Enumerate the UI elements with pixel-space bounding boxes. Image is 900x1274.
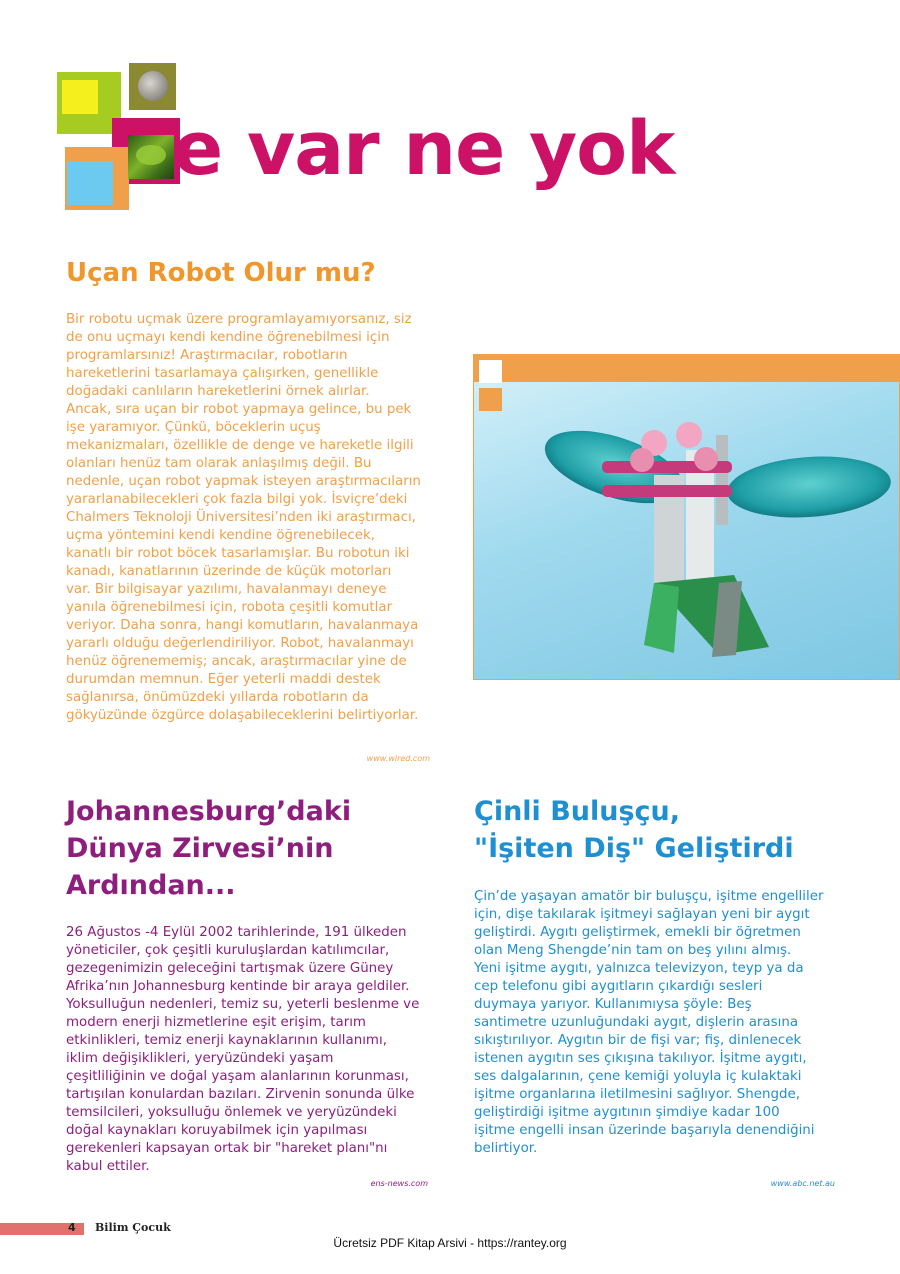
article1-line: kanadı, kanatlarının üzerinde de küçük motorları — [66, 564, 392, 579]
article1-line: Chalmers Teknoloji Üniversitesi’nden iki araştırmacı, — [66, 510, 416, 525]
article3-line: işitme engelli insan üzerinde başarıyla denendiğini — [474, 1123, 815, 1138]
article1-line: veriyor. Daha sonra, hangi komutların, havalanmaya — [66, 618, 419, 633]
page-title — [110, 106, 675, 192]
article3-line: olan Meng Shengde’nin tam on beş yılını almış. — [474, 943, 792, 958]
page-title-text: e var ne yok — [173, 106, 675, 192]
article2-line: 26 Ağustos -4 Eylül 2002 tarihlerinde, 191 ülkeden — [66, 925, 407, 940]
article1-line: kanatlı bir robot böcek tasarlamışlar. Bu robotun iki — [66, 546, 410, 561]
article2-heading-line: Johannesburg’daki — [66, 796, 352, 827]
article2-line: Afrika’nın Johannesburg kentinde bir araya geldiler. — [66, 979, 410, 994]
article1-line: yararlanabilecekleri çok fazla bilgi yok. İsviçre’deki — [66, 492, 408, 507]
article1-line: henüz öğrenememiş; ancak, araştırmacılar yine de — [66, 654, 407, 669]
article2-body — [66, 924, 466, 1176]
article2-line: kabul ettiler. — [66, 1159, 150, 1174]
article3-line: Çin’de yaşayan amatör bir buluşçu, işitme engelliler — [474, 889, 824, 904]
article2-line: Yoksulluğun nedenleri, temiz su, yeterli beslenme ve — [66, 997, 420, 1012]
archive-note: Ücretsiz PDF Kitap Arsivi - https://rantey.org — [333, 1236, 567, 1250]
article2-line: temsilcileri, yoksulluğu önlemek ve yeryüzündeki — [66, 1105, 397, 1120]
article3-line: istenen aygıtın ses çıkışına takılıyor. İşitme aygıtı, — [474, 1051, 807, 1066]
article1-line: mekanizmaları, özellikle de denge ve hareketle ilgili — [66, 438, 414, 453]
article1-line: Bir robotu uçmak üzere programlayamıyorsanız, siz — [66, 312, 412, 327]
article2-line: modern enerji hizmetlerine eşit erişim, tarım — [66, 1015, 366, 1030]
article3-source: www.abc.net.au — [770, 1179, 835, 1188]
article3-line: cep telefonu gibi aygıtların çıkardığı sesleri — [474, 979, 763, 994]
page-number: 4 — [68, 1221, 76, 1234]
article1-line: var. Bir bilgisayar yazılımı, havalanmayı deneye — [66, 582, 387, 597]
magazine-name: Bilim Çocuk — [95, 1221, 171, 1234]
article3-heading-line: Çinli Buluşçu, — [474, 796, 681, 827]
article3-line: geliştirdi. Aygıtı geliştirmek, emekli bir öğretmen — [474, 925, 801, 940]
article1-line: yanıla öğrenebilmesi için, robota çeşitli komutlar — [66, 600, 393, 615]
article1-line: uçma yöntemini kendi kendine öğrenebilecek, — [66, 528, 376, 543]
article3-body — [474, 888, 884, 1158]
article2-line: etkinlikleri, temiz enerji kaynaklarının kullanımı, — [66, 1033, 387, 1048]
article1-line: işe yaramıyor. Çünkü, böceklerin uçuş — [66, 420, 321, 435]
article2-line: gezegenimizin geleceğini tartışmak üzere Güney — [66, 961, 394, 976]
article2-line: iklim değişiklikleri, yeryüzündeki yaşam — [66, 1051, 334, 1066]
article1-line: doğadaki canlıların hareketlerini örnek alırlar. — [66, 384, 370, 399]
article3-line: santimetre uzunluğundaki aygıt, dişlerin arasına — [474, 1015, 799, 1030]
article2-line: doğal kaynakları koruyabilmek için yapılması — [66, 1123, 368, 1138]
article2-heading-line: Ardından... — [66, 870, 236, 901]
article1-body — [66, 311, 456, 725]
article1-line: Ancak, sıra uçan bir robot yapmaya gelince, bu pek — [66, 402, 412, 417]
article3-line: duymaya yarıyor. Kullanımıysa şöyle: Beş — [474, 997, 752, 1012]
article2-source: ens-news.com — [370, 1179, 428, 1188]
article3-line: sıkıştırılıyor. Aygıtın bir de fişi var; fiş, dinlenecek — [474, 1033, 802, 1048]
article1-line: olanları henüz tam olarak anlaşılmış değil. Bu — [66, 456, 372, 471]
article1-line: nedenle, uçan robot yapmak isteyen araştırmacıların — [66, 474, 421, 489]
article1-line: gökyüzünde özgürce dolaşabileceklerini belirtiyorlar. — [66, 708, 419, 723]
article1-line: de onu uçmayı kendi kendine öğrenebilmesi için — [66, 330, 390, 345]
article3-line: için, dişe takılarak işitmeyi sağlayan yeni bir aygıt — [474, 907, 810, 922]
article2-line: gerekenleri kapsayan ortak bir "hareket planı"nı — [66, 1141, 388, 1156]
article2-line: yöneticiler, çok çeşitli kuruluşlardan katılımcılar, — [66, 943, 390, 958]
moon-photo-square — [129, 63, 176, 110]
article1-line: yararlı olduğu değerlendiriliyor. Robot, havalanmayı — [66, 636, 414, 651]
article1-line: programlarsınız! Araştırmacılar, robotların — [66, 348, 348, 363]
article1-line: hareketlerini tasarlamaya çalışırken, genellikle — [66, 366, 379, 381]
decor-square-yellow — [62, 80, 98, 114]
article2-heading — [66, 793, 351, 904]
article2-line: çeşitliliğinin ve doğal yaşam alanlarının korunması, — [66, 1069, 409, 1084]
article3-line: Yeni işitme aygıtı, yalnızca televizyon, teyp ya da — [474, 961, 804, 976]
article1-source: www.wired.com — [366, 754, 430, 763]
article3-heading — [474, 793, 794, 867]
article3-line: ses dalgalarının, çene kemiği yoluyla iç kulaktaki — [474, 1069, 802, 1084]
article2-heading-line: Dünya Zirvesi’nin — [66, 833, 334, 864]
article1-line: durumdan memnun. Eğer yeterli maddi destek — [66, 672, 381, 687]
decor-square-blue — [67, 161, 113, 205]
article3-line: işitme organlarına iletilmesini sağlıyor. Shengde, — [474, 1087, 801, 1102]
article2-line: tartışılan konulardan bazıları. Zirvenin sonunda ülke — [66, 1087, 415, 1102]
article1-heading: Uçan Robot Olur mu? — [66, 258, 376, 288]
article3-line: geliştirdiği işitme aygıtının şimdiye kadar 100 — [474, 1105, 780, 1120]
article3-heading-line: "İşiten Diş" Geliştirdi — [474, 833, 794, 864]
article1-line: sağlanırsa, önümüzdeki yıllarda robotların da — [66, 690, 369, 705]
robot-insect-illustration — [473, 354, 900, 680]
article3-line: belirtiyor. — [474, 1141, 538, 1156]
